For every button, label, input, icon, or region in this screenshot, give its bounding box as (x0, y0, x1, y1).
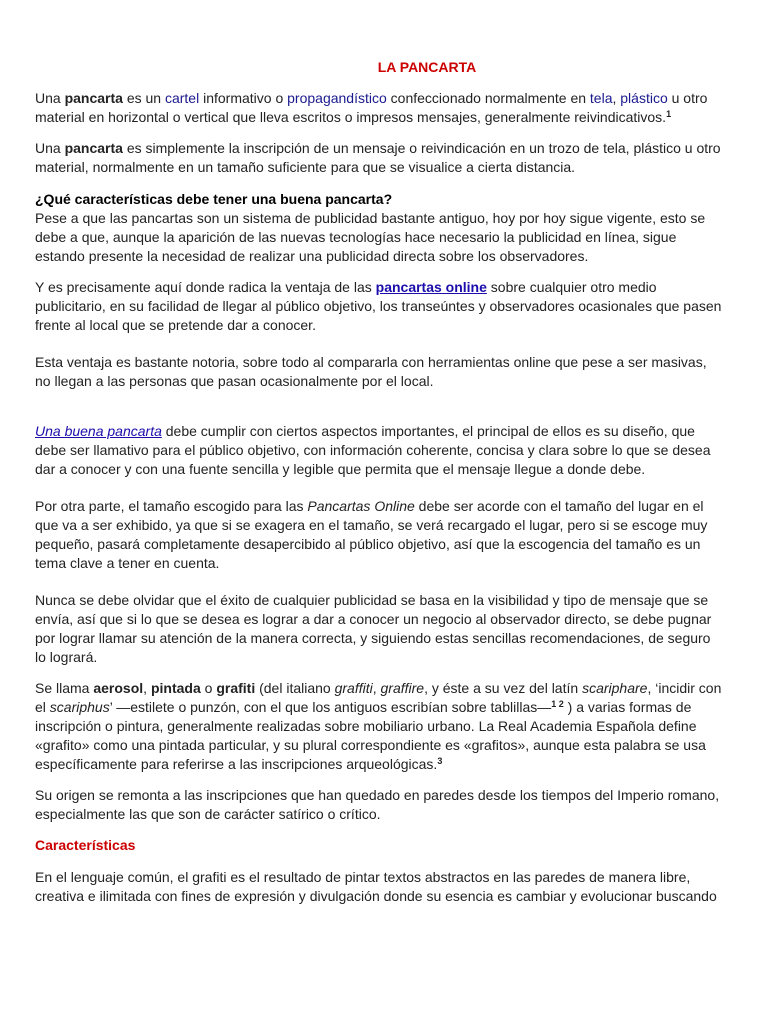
question-heading: ¿Qué características debe tener una buena pancarta? (35, 191, 393, 207)
paragraph-characteristics-question: ¿Qué características debe tener una buena pancarta? Pese a que las pancartas son un sistema de publicidad bastante antiguo, hoy por hoy sigue vigente, esto se debe a que, aunque la aparición de las nuevas tecnologías hace necesario la publicidad en línea, sigue estando presente la necesidad de realizar una publicidad directa sobre los observadores. (35, 191, 706, 264)
link-propagandistico[interactable]: propagandístico (287, 90, 387, 106)
footnote-ref[interactable]: 1 (666, 109, 672, 119)
paragraph-success: Nunca se debe olvidar que el éxito de cualquier publicidad se basa en la visibilidad y tipo de mensaje que se envía, así que si lo que se desea es lograr a dar a conocer un negocio al observador directo, se debe pugnar por lograr llamar su atención de la manera correcta, y siguiendo estas sencillas recomendaciones, de seguro lo logrará. (35, 592, 712, 665)
link-una-buena-pancarta[interactable]: Una buena pancarta (35, 423, 162, 439)
link-pancartas-online[interactable]: pancartas online (375, 279, 487, 295)
paragraph-notorious-advantage: Esta ventaja es bastante notoria, sobre todo al compararla con herramientas online que pese a ser masivas, no llegan a las personas que pasan ocasionalmente por el local. (35, 354, 707, 389)
term-pancarta: pancarta (64, 90, 123, 106)
page-title: LA PANCARTA (377, 59, 477, 75)
paragraph-definition: Una pancarta es un cartel informativo o propagandístico confeccionado normalmente en tela, plástico u otro material en horizontal o vertical que lleva escritos o impresos mensajes, generalmente reivindicativos.$^1$ (35, 90, 708, 125)
footnote-refs[interactable]: 1 2 (551, 699, 564, 709)
link-cartel[interactable]: cartel (164, 90, 200, 106)
paragraph-common-language: En el lenguaje común, el grafiti es el resultado de pintar textos abstractos en las paredes de manera libre, creativa e ilimitada con fines de expresión y divulgación donde su esencia es cambiar y evolucionar buscando (35, 869, 717, 904)
link-tela[interactable]: tela (589, 90, 613, 106)
paragraph-grafiti-definition: Se llama aerosol, pintada o grafiti (del italiano graffiti, graffire, y éste a su vez del latín scariphare, ‘incidir con el scariphus’ —estilete o punzón, con el que los antiguos escribían sobre tablillas—$^{1 2}$ ) a varias formas de inscripción o pintura, generalmente realizadas sobre mobiliario urbano. La Real Academia Española define «grafito» como una pintada particular, y su plural correspondiente es «grafitos», aunque esta palabra se usa específicamente para referirse a las inscripciones arqueológicas.$^3$ (35, 680, 722, 772)
paragraph-good-banner: Una buena pancarta debe cumplir con ciertos aspectos importantes, el principal de ellos es su diseño, que debe ser llamativo para el público objetivo, con información coherente, concisa y clara sobre lo que se desea dar a conocer y con una fuente sencilla y legible que permita que el mensaje llegue a donde debe. (35, 423, 711, 477)
paragraph-origin: Su origen se remonta a las inscripciones que han quedado en paredes desde los tiempos del Imperio romano, especialmente las que son de carácter satírico o crítico. (35, 787, 720, 822)
paragraph-size: Por otra parte, el tamaño escogido para las Pancartas Online debe ser acorde con el tamaño del lugar en el que va a ser exhibido, ya que si se exagera en el tamaño, se verá recargado el lugar, pero si se escoge muy pequeño, pasará completamente desapercibido al público objetivo, así que la escogencia del tamaño es un tema clave a tener en cuenta. (35, 498, 708, 571)
paragraph-simple-definition: Una pancarta es simplemente la inscripción de un mensaje o reivindicación en un trozo de tela, plástico u otro material, normalmente en un tamaño suficiente para que se visualice a cierta distancia. (35, 140, 721, 175)
link-plastico[interactable]: plástico (620, 90, 668, 106)
footnote-ref[interactable]: 3 (437, 756, 443, 766)
term-pancarta: pancarta (64, 140, 123, 156)
section-heading-caracteristicas: Características (35, 837, 136, 853)
paragraph-online-advantage: Y es precisamente aquí donde radica la ventaja de las pancartas online sobre cualquier otro medio publicitario, en su facilidad de llegar al público objetivo, los transeúntes y observadores ocasionales que pasen frente al local que se pretende dar a conocer. (35, 279, 722, 333)
